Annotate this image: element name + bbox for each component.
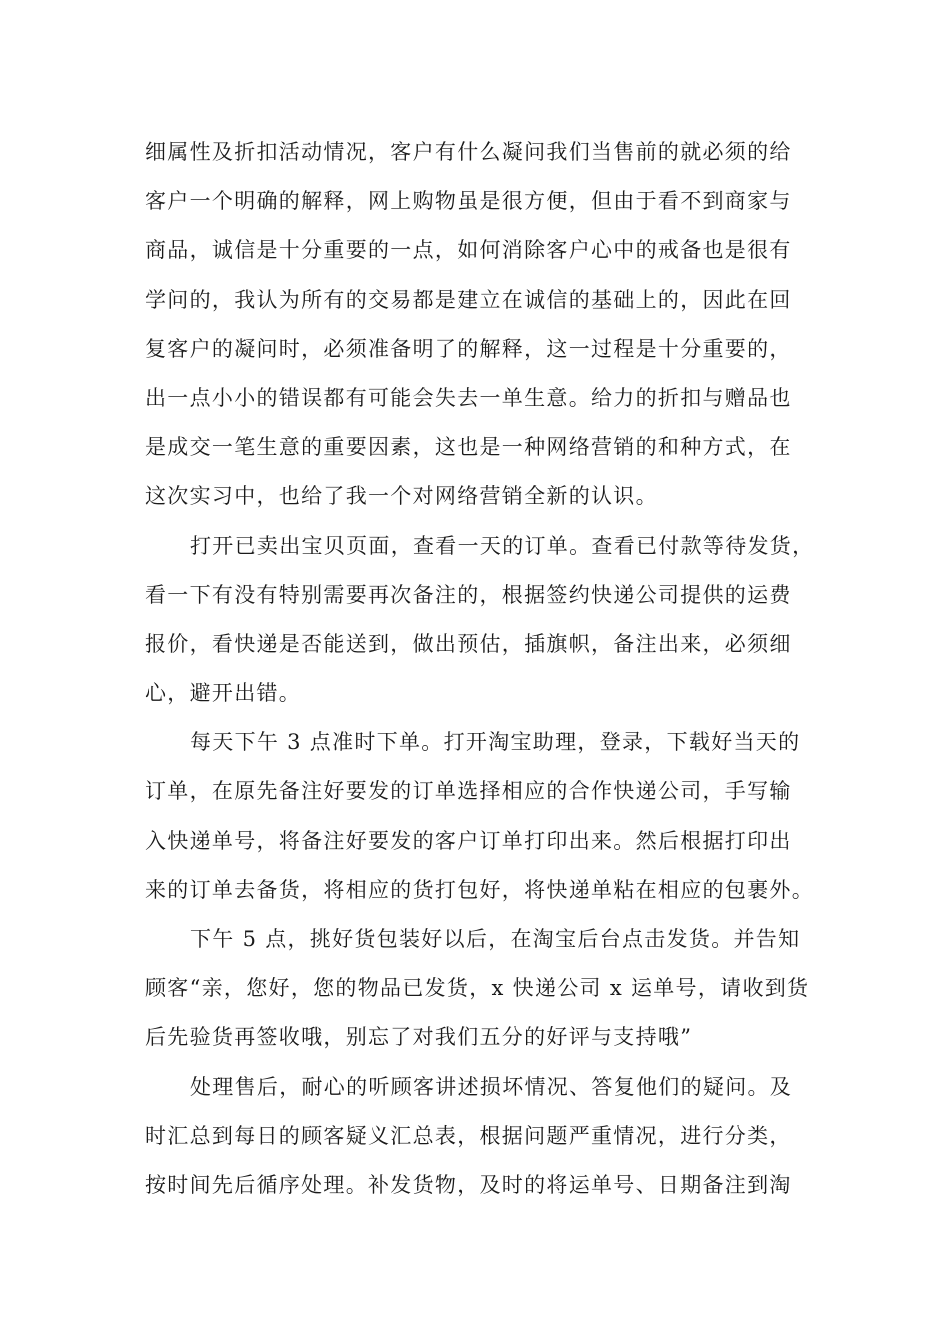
text-line: 顾客“亲，您好，您的物品已发货，x 快递公司 x 运单号，请收到货 bbox=[145, 976, 810, 1001]
text-line: 细属性及折扣活动情况，客户有什么凝问我们当售前的就必须的给 bbox=[145, 140, 792, 164]
text-line: 报价，看快递是否能送到，做出预估，插旗帜，备注出来，必须细 bbox=[145, 631, 792, 656]
document-body bbox=[145, 128, 815, 1210]
text-line: 出一点小小的错误都有可能会失去一单生意。给力的折扣与赠品也 bbox=[145, 385, 792, 410]
paragraph-first-line: 处理售后，耐心的听顾客讲述损坏情况、答复他们的疑问。及 bbox=[190, 1074, 793, 1099]
text-line: 时汇总到每日的顾客疑义汇总表，根据问题严重情况，进行分类， bbox=[145, 1123, 792, 1148]
text-line: 看一下有没有特别需要再次备注的，根据签约快递公司提供的运费 bbox=[145, 582, 792, 607]
paragraph-first-line: 下午 5 点，挑好货包装好以后，在淘宝后台点击发货。并告知 bbox=[190, 927, 801, 951]
text-line: 订单，在原先备注好要发的订单选择相应的合作快递公司，手写输 bbox=[145, 779, 792, 804]
text-line: 按时间先后循序处理。补发货物，及时的将运单号、日期备注到淘 bbox=[145, 1172, 792, 1197]
paragraph-first-line: 每天下午 3 点准时下单。打开淘宝助理，登录，下载好当天的 bbox=[190, 730, 801, 755]
text-line: 入快递单号，将备注好要发的客户订单打印出来。然后根据打印出 bbox=[145, 828, 792, 853]
text-line: 后先验货再签收哦，别忘了对我们五分的好评与支持哦” bbox=[145, 1025, 693, 1050]
text-line: 商品，诚信是十分重要的一点，如何消除客户心中的戒备也是很有 bbox=[145, 238, 792, 263]
text-line: 客户一个明确的解释，网上购物虽是很方便，但由于看不到商家与 bbox=[145, 189, 792, 214]
paragraph-first-line: 打开已卖出宝贝页面，查看一天的订单。查看已付款等待发货， bbox=[190, 533, 815, 558]
text-line: 学问的，我认为所有的交易都是建立在诚信的基础上的，因此在回 bbox=[145, 287, 792, 312]
text-line: 这次实习中，也给了我一个对网络营销全新的认识。 bbox=[145, 484, 658, 509]
text-line: 复客户的凝问时，必须准备明了的解释，这一过程是十分重要的， bbox=[145, 336, 792, 361]
text-line: 是成交一笔生意的重要因素，这也是一种网络营销的和种方式，在 bbox=[145, 435, 792, 460]
text-line: 来的订单去备货，将相应的货打包好，将快递单粘在相应的包裹外。 bbox=[145, 877, 814, 902]
text-line: 心，避开出错。 bbox=[145, 681, 302, 706]
